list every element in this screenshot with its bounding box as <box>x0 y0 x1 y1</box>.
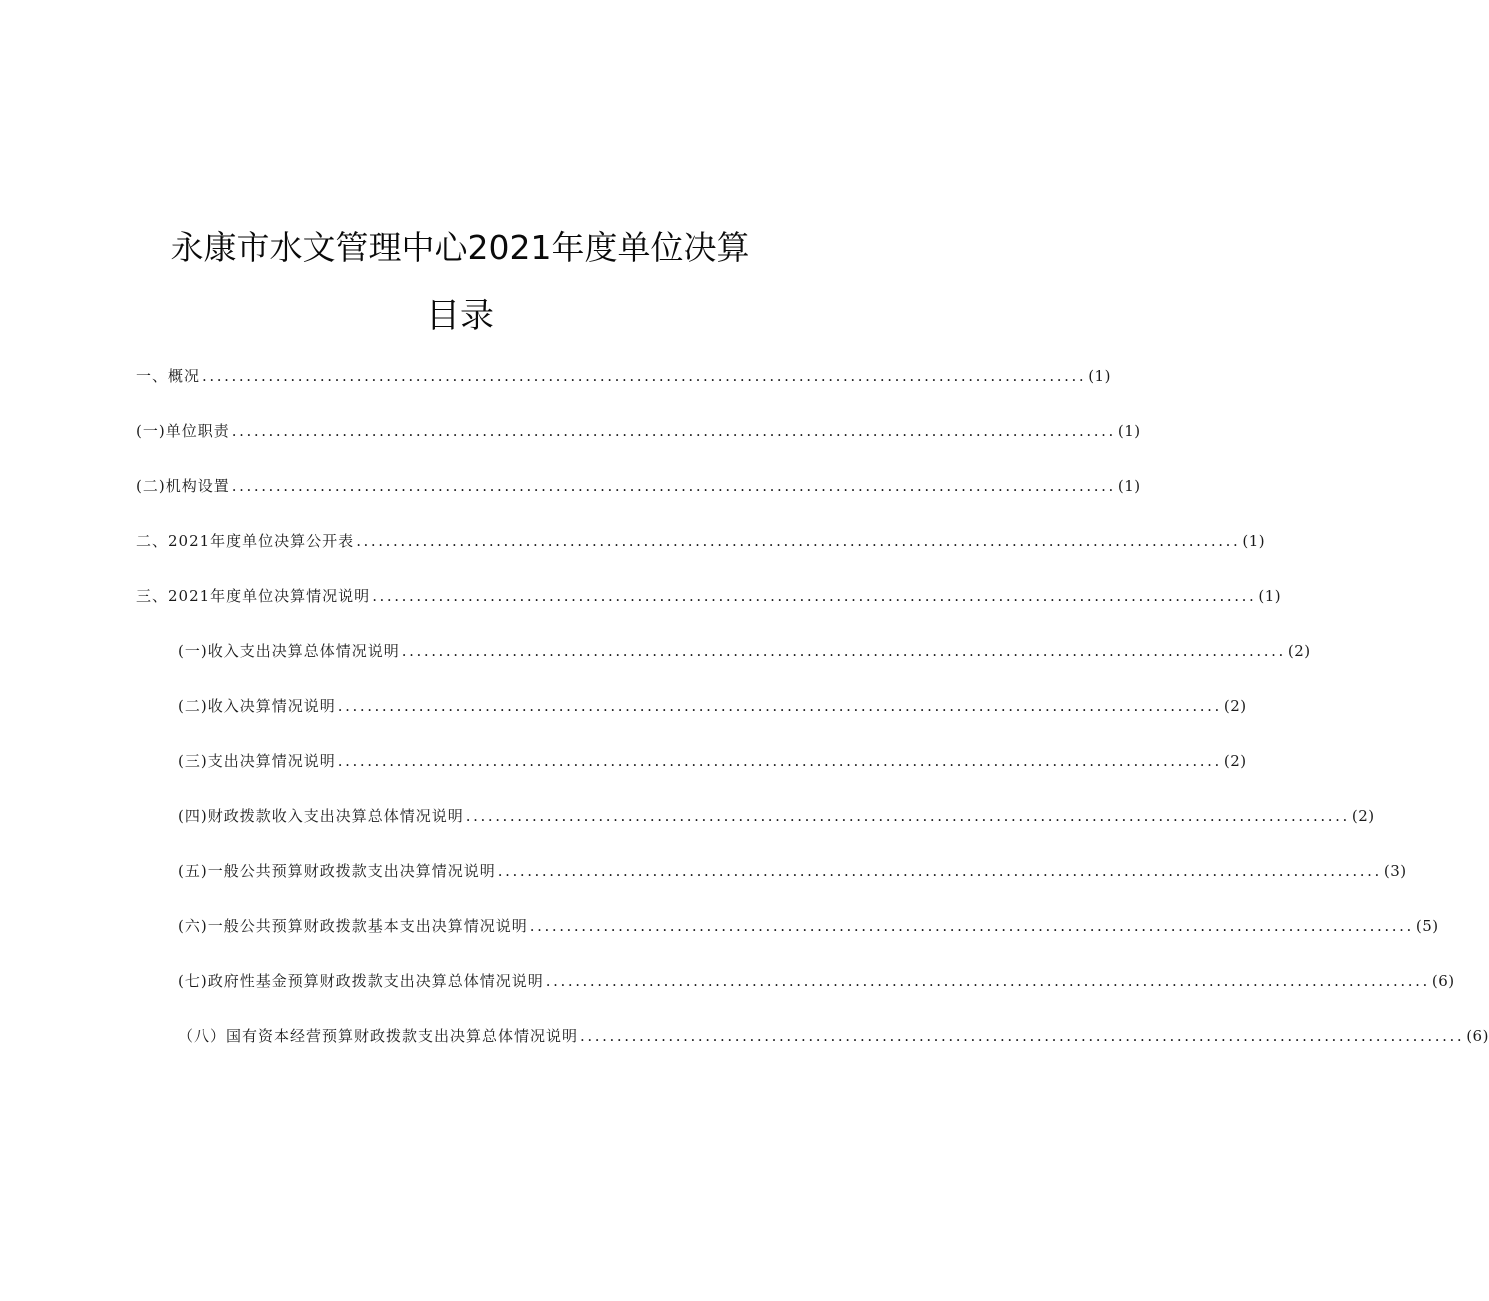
toc-entry-expenditure[interactable] <box>178 751 1247 771</box>
toc-leader-dots: ........................................................................................................................ <box>580 1027 1465 1045</box>
toc-entry-explanation[interactable] <box>136 586 1282 606</box>
toc-entry-label: 三、2021年度单位决算情况说明 <box>136 587 371 605</box>
toc-page-number: (5) <box>1415 917 1439 935</box>
toc-entry-label: 一、概况 <box>136 367 201 385</box>
toc-leader-dots: ........................................................................................................................ <box>497 862 1382 880</box>
toc-leader-dots: ........................................................................................................................ <box>231 422 1116 440</box>
toc-entry-label: (二)机构设置 <box>136 477 230 495</box>
toc-entry-public-tables[interactable] <box>136 531 1266 551</box>
toc-leader-dots: ........................................................................................................................ <box>356 532 1241 550</box>
toc-page-number: (1) <box>1242 532 1266 550</box>
toc-entry-label: (一)单位职责 <box>136 422 230 440</box>
toc-entry-duties[interactable] <box>136 421 1141 441</box>
toc-entry-label: (一)收入支出决算总体情况说明 <box>178 642 400 660</box>
toc-entry-fiscal-appropriation-overall[interactable] <box>178 806 1375 826</box>
toc-entry-general-budget-expenditure[interactable] <box>178 861 1407 881</box>
toc-page-number: (6) <box>1466 1027 1489 1045</box>
toc-entry-label: (六)一般公共预算财政拨款基本支出决算情况说明 <box>178 917 528 935</box>
toc-leader-dots: ........................................................................................................................ <box>337 752 1222 770</box>
toc-page-number: (3) <box>1383 862 1407 880</box>
toc-page-number: (2) <box>1223 752 1247 770</box>
toc-leader-dots: ........................................................................................................................ <box>372 587 1257 605</box>
toc-entry-label: (二)收入决算情况说明 <box>178 697 336 715</box>
toc-entry-organization[interactable] <box>136 476 1141 496</box>
toc-entry-income-expenditure-overall[interactable] <box>178 641 1311 661</box>
toc-leader-dots: ........................................................................................................................ <box>401 642 1286 660</box>
toc-entry-state-capital[interactable] <box>178 1026 1489 1046</box>
toc-page-number: (2) <box>1351 807 1375 825</box>
toc-entry-label: 二、2021年度单位决算公开表 <box>136 532 355 550</box>
toc-page-number: (1) <box>1088 367 1111 385</box>
toc-leader-dots: ........................................................................................................................ <box>529 917 1414 935</box>
toc-entry-label: (五)一般公共预算财政拨款支出决算情况说明 <box>178 862 496 880</box>
toc-leader-dots: ........................................................................................................................ <box>337 697 1222 715</box>
toc-page-number: (1) <box>1117 422 1141 440</box>
toc-leader-dots: ........................................................................................................................ <box>231 477 1116 495</box>
toc-page-number: (2) <box>1223 697 1247 715</box>
toc-entry-income[interactable] <box>178 696 1247 716</box>
toc-entry-government-fund[interactable] <box>178 971 1455 991</box>
toc-leader-dots: ........................................................................................................................ <box>545 972 1430 990</box>
toc-entry-label: （八）国有资本经营预算财政拨款支出决算总体情况说明 <box>178 1027 579 1045</box>
toc-entry-label: (七)政府性基金预算财政拨款支出决算总体情况说明 <box>178 972 544 990</box>
toc-leader-dots: ........................................................................................................................ <box>202 367 1087 385</box>
toc-entry-label: (四)财政拨款收入支出决算总体情况说明 <box>178 807 464 825</box>
toc-page-number: (2) <box>1287 642 1311 660</box>
toc-leader-dots: ........................................................................................................................ <box>465 807 1350 825</box>
toc-entry-overview[interactable] <box>136 366 1111 386</box>
toc-heading: 目录 <box>426 296 494 336</box>
document-title: 永康市水文管理中心2021年度单位决算 <box>170 228 750 267</box>
toc-entry-label: (三)支出决算情况说明 <box>178 752 336 770</box>
toc-page-number: (6) <box>1431 972 1455 990</box>
toc-page-number: (1) <box>1258 587 1282 605</box>
toc-page-number: (1) <box>1117 477 1141 495</box>
toc-entry-general-budget-basic-expenditure[interactable] <box>178 916 1439 936</box>
